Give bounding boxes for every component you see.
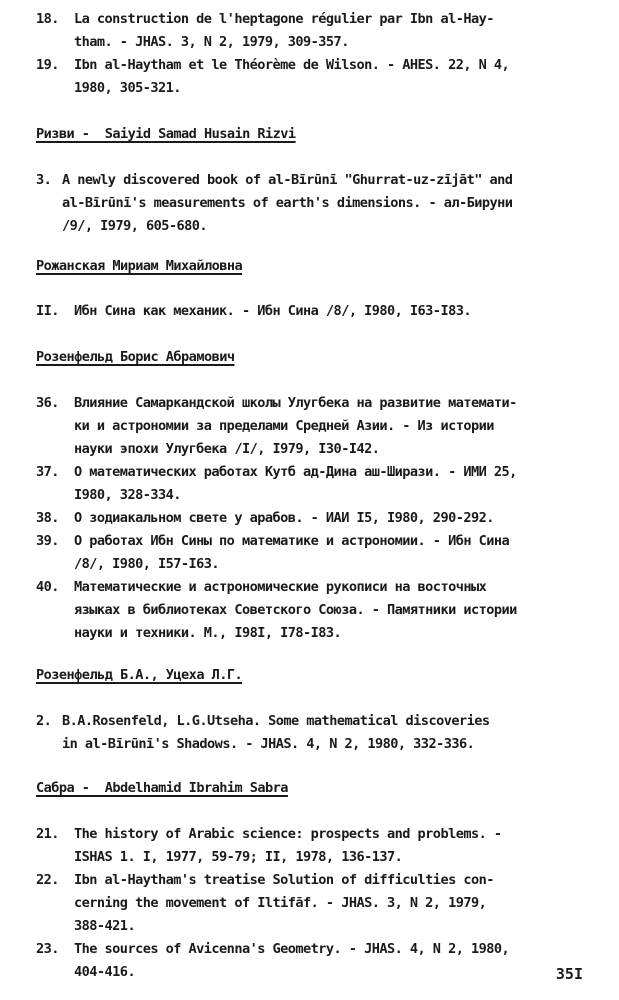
entry-line: /9/, I979, 605-680. bbox=[62, 218, 208, 234]
entry-line: 404-416. bbox=[74, 964, 136, 980]
entry-line: языках в библиотеках Советского Союза. - Памятники истории bbox=[74, 602, 517, 618]
entry-number: 22. bbox=[36, 872, 59, 888]
entry-number: 18. bbox=[36, 11, 59, 27]
entry-line: науки эпохи Улугбека /I/, I979, I30-I42. bbox=[74, 441, 380, 457]
entry-line: Влияние Самаркандской школы Улугбека на развитие математи- bbox=[74, 395, 517, 411]
entry-number: 3. bbox=[36, 172, 52, 188]
page-number: 35I bbox=[555, 965, 583, 983]
entry-number: 39. bbox=[36, 533, 59, 549]
entry-number: 23. bbox=[36, 941, 59, 957]
entry-line: 388-421. bbox=[74, 918, 136, 934]
entry-number: 36. bbox=[36, 395, 59, 411]
entry-number: 38. bbox=[36, 510, 59, 526]
entry-line: cerning the movement of Iltifāf. - JHAS. 3, N 2, 1979, bbox=[74, 895, 487, 911]
author-heading: Ризви - Saiyid Samad Husain Rizvi bbox=[36, 126, 296, 142]
entry-line: ISHAS 1. I, 1977, 59-79; II, 1978, 136-137. bbox=[74, 849, 403, 865]
entry-line: The sources of Avicenna's Geometry. - JHAS. 4, N 2, 1980, bbox=[74, 941, 510, 957]
entry-line: al-Bīrūnī's measurements of earth's dimensions. - ал-Бируни bbox=[62, 195, 513, 211]
author-heading: Розенфельд Борис Абрамович bbox=[36, 349, 235, 365]
entry-number: 19. bbox=[36, 57, 59, 73]
entry-line: ки и астрономии за пределами Средней Азии. - Из истории bbox=[74, 418, 494, 434]
entry-line: О зодиакальном свете у арабов. - ИАИ I5, I980, 290-292. bbox=[74, 510, 494, 526]
entry-line: 1980, 305-321. bbox=[74, 80, 181, 96]
entry-line: Ibn al-Haytham et le Théorème de Wilson. - AHES. 22, N 4, bbox=[74, 57, 510, 73]
author-heading: Розенфельд Б.А., Уцеха Л.Г. bbox=[36, 667, 243, 683]
entry-number: 40. bbox=[36, 579, 59, 595]
entry-line: О математических работах Кутб ад-Дина аш-Ширази. - ИМИ 25, bbox=[74, 464, 517, 480]
entry-line: I980, 328-334. bbox=[74, 487, 181, 503]
entry-line: науки и техники. М., I98I, I78-I83. bbox=[74, 625, 342, 641]
author-heading: Сабра - Abdelhamid Ibrahim Sabra bbox=[36, 780, 288, 796]
entry-number: 2. bbox=[36, 713, 52, 729]
entry-line: Ибн Сина как механик. - Ибн Сина /8/, I980, I63-I83. bbox=[74, 303, 471, 319]
entry-line: /8/, I980, I57-I63. bbox=[74, 556, 220, 572]
entry-line: The history of Arabic science: prospects and problems. - bbox=[74, 826, 502, 842]
entry-line: La construction de l'heptagone régulier par Ibn al-Hay- bbox=[74, 11, 494, 27]
entry-number: 21. bbox=[36, 826, 59, 842]
entry-number: 37. bbox=[36, 464, 59, 480]
entry-line: B.A.Rosenfeld, L.G.Utseha. Some mathematical discoveries bbox=[62, 713, 490, 729]
entry-number: II. bbox=[36, 303, 59, 319]
entry-line: Ibn al-Haytham's treatise Solution of difficulties con- bbox=[74, 872, 494, 888]
entry-line: Математические и астрономические рукописи на восточных bbox=[74, 579, 487, 595]
entry-line: in al-Bīrūnī's Shadows. - JHAS. 4, N 2, 1980, 332-336. bbox=[62, 736, 475, 752]
entry-line: A newly discovered book of al-Bīrūnī "Ghurrat-uz-zījāt" and bbox=[62, 172, 513, 188]
entry-line: О работах Ибн Сины по математике и астрономии. - Ибн Сина bbox=[74, 533, 510, 549]
entry-line: tham. - JHAS. 3, N 2, 1979, 309-357. bbox=[74, 34, 349, 50]
author-heading: Рожанская Мириам Михайловна bbox=[36, 258, 243, 274]
